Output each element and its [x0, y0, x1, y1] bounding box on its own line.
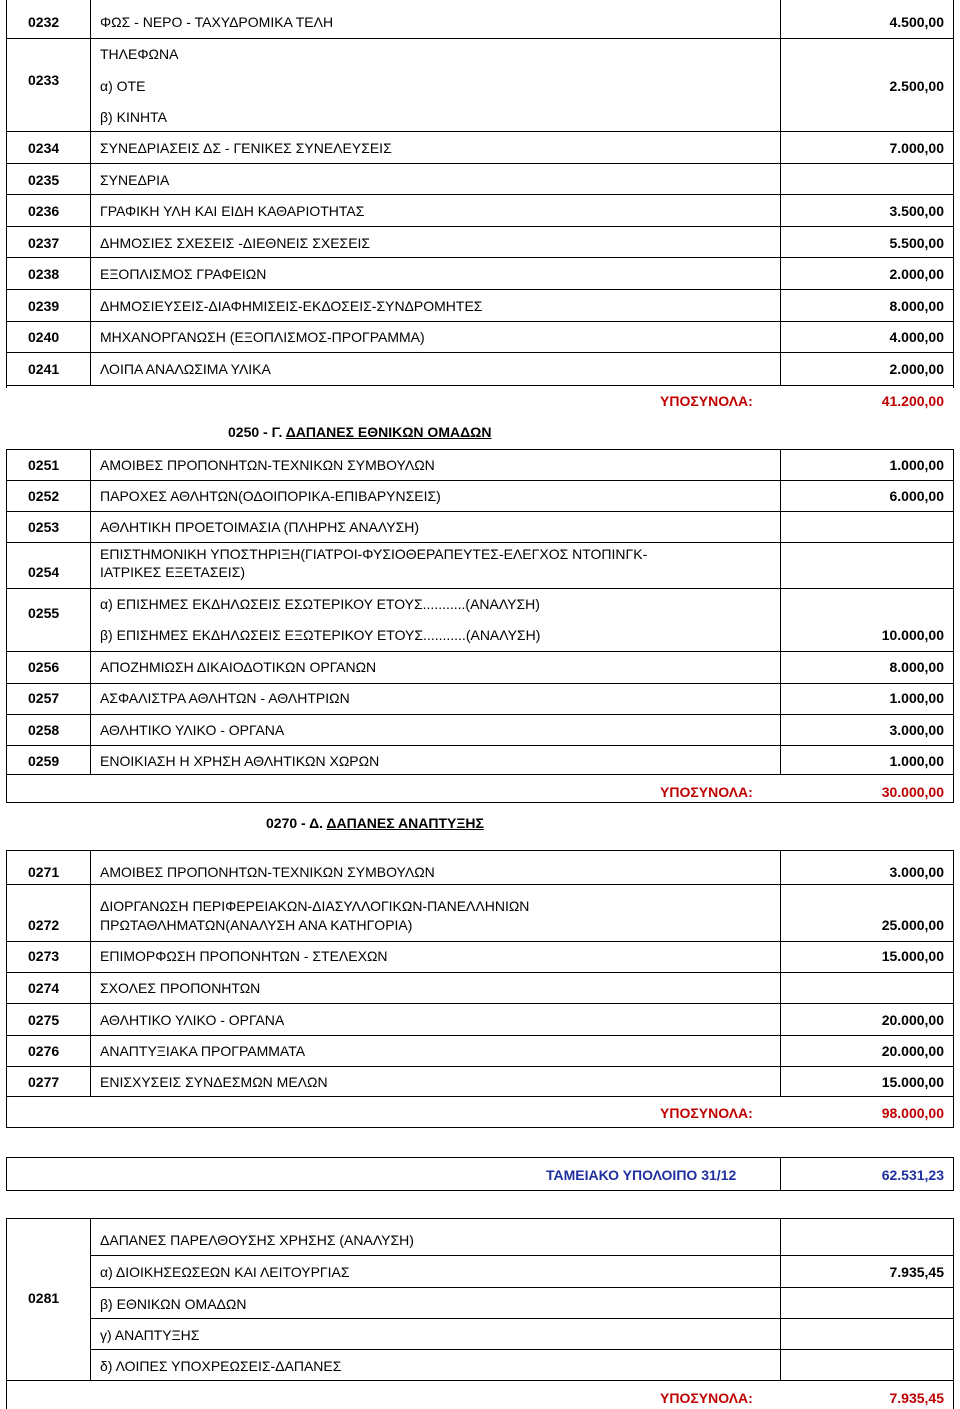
column-divider — [90, 850, 91, 1096]
row-description: ΕΞΟΠΛΙΣΜΟΣ ΓΡΑΦΕΙΩΝ — [100, 266, 267, 282]
column-divider — [90, 0, 91, 385]
row-line — [6, 257, 954, 258]
row-code: 0257 — [28, 690, 60, 706]
row-line — [6, 38, 954, 39]
row-line — [6, 651, 954, 652]
row-line — [6, 802, 954, 803]
subtotal-label: ΥΠΟΣΥΝΟΛΑ: — [660, 393, 753, 409]
row-description: ΣΧΟΛΕΣ ΠΡΟΠΟΝΗΤΩΝ — [100, 980, 261, 996]
row-amount: 8.000,00 — [889, 298, 944, 314]
row-subitem: α) ΕΠΙΣΗΜΕΣ ΕΚΔΗΛΩΣΕΙΣ ΕΣΩΤΕΡΙΚΟΥ ΕΤΟΥΣ...........(ΑΝΑΛΥΣΗ) — [100, 596, 540, 612]
row-code: 0259 — [28, 753, 60, 769]
table-border-right — [953, 449, 954, 803]
row-line — [6, 1066, 954, 1067]
row-line — [6, 884, 954, 885]
row-amount: 15.000,00 — [881, 948, 944, 964]
row-description: ΔΑΠΑΝΕΣ ΠΑΡΕΛΘΟΥΣΗΣ ΧΡΗΣΗΣ (ΑΝΑΛΥΣΗ) — [100, 1232, 414, 1248]
row-line — [6, 1035, 954, 1036]
balance-label: ΤΑΜΕΙΑΚΟ ΥΠΟΛΟΙΠΟ 31/12 — [546, 1167, 737, 1183]
row-code: 0273 — [28, 948, 60, 964]
row-amount: 3.000,00 — [889, 722, 944, 738]
row-description: ΑΘΛΗΤΙΚΟ ΥΛΙΚΟ - ΟΡΓΑΝΑ — [100, 722, 285, 738]
row-code: 0237 — [28, 235, 60, 251]
row-line — [90, 1318, 954, 1319]
section-title — [266, 815, 484, 831]
row-description: ΙΑΤΡΙΚΕΣ ΕΞΕΤΑΣΕΙΣ) — [100, 564, 246, 580]
row-amount: 1.000,00 — [889, 457, 944, 473]
row-subitem: δ) ΛΟΙΠΕΣ ΥΠΟΧΡΕΩΣΕΙΣ-ΔΑΠΑΝΕΣ — [100, 1358, 342, 1374]
subtotal-label: ΥΠΟΣΥΝΟΛΑ: — [660, 1105, 753, 1121]
table-border-left — [6, 850, 7, 1128]
row-line — [6, 714, 954, 715]
row-code: 0232 — [28, 14, 60, 30]
section-name: ΔΑΠΑΝΕΣ ΑΝΑΠΤΥΞΗΣ — [326, 815, 484, 831]
row-description: ΑΠΟΖΗΜΙΩΣΗ ΔΙΚΑΙΟΔΟΤΙΚΩΝ ΟΡΓΑΝΩΝ — [100, 659, 377, 675]
row-line — [6, 511, 954, 512]
row-description: ΑΘΛΗΤΙΚΗ ΠΡΟΕΤΟΙΜΑΣΙΑ (ΠΛΗΡΗΣ ΑΝΑΛΥΣΗ) — [100, 519, 419, 535]
row-line — [6, 321, 954, 322]
row-description: ΓΡΑΦΙΚΗ ΥΛΗ ΚΑΙ ΕΙΔΗ ΚΑΘΑΡΙΟΤΗΤΑΣ — [100, 203, 365, 219]
column-divider — [780, 449, 781, 774]
subtotal-amount: 30.000,00 — [881, 784, 944, 800]
section-code: 0270 - Δ. — [266, 815, 324, 831]
column-divider — [90, 449, 91, 774]
row-line — [6, 683, 954, 684]
row-line — [6, 1003, 954, 1004]
row-code: 0251 — [28, 457, 60, 473]
row-line — [90, 1255, 954, 1256]
row-description: ΑΣΦΑΛΙΣΤΡΑ ΑΘΛΗΤΩΝ - ΑΘΛΗΤΡΙΩΝ — [100, 690, 350, 706]
row-description: ΔΙΟΡΓΑΝΩΣΗ ΠΕΡΙΦΕΡΕΙΑΚΩΝ-ΔΙΑΣΥΛΛΟΓΙΚΩΝ-ΠΑΝΕΛΛΗΝΙΩΝ — [100, 898, 530, 914]
row-code: 0275 — [28, 1012, 60, 1028]
row-description: ΣΥΝΕΔΡΙΑ — [100, 172, 170, 188]
row-line — [6, 449, 954, 450]
row-line — [6, 588, 954, 589]
row-line — [6, 774, 954, 775]
row-amount: 2.000,00 — [889, 266, 944, 282]
row-line — [6, 1218, 954, 1219]
row-subitem: α) ΟΤΕ — [100, 78, 146, 94]
table-border-left — [6, 449, 7, 803]
table-border-right — [953, 850, 954, 1128]
row-amount: 20.000,00 — [881, 1043, 944, 1059]
row-amount: 8.000,00 — [889, 659, 944, 675]
row-description: ΔΗΜΟΣΙΕΥΣΕΙΣ-ΔΙΑΦΗΜΙΣΕΙΣ-ΕΚΔΟΣΕΙΣ-ΣΥΝΔΡΟΜΗΤΕΣ — [100, 298, 483, 314]
row-code: 0254 — [28, 564, 60, 580]
row-code: 0277 — [28, 1074, 60, 1090]
row-description: ΕΠΙΣΤΗΜΟΝΙΚΗ ΥΠΟΣΤΗΡΙΞΗ(ΓΙΑΤΡΟΙ-ΦΥΣΙΟΘΕΡΑΠΕΥΤΕΣ-ΕΛΕΓΧΟΣ ΝΤΟΠΙΝΓΚ- — [100, 546, 648, 562]
row-code: 0258 — [28, 722, 60, 738]
row-amount: 2.500,00 — [889, 78, 944, 94]
column-divider — [780, 850, 781, 1096]
row-amount: 20.000,00 — [881, 1012, 944, 1028]
row-line — [6, 1157, 954, 1158]
row-amount: 10.000,00 — [881, 627, 944, 643]
row-code: 0234 — [28, 140, 60, 156]
row-amount: 15.000,00 — [881, 1074, 944, 1090]
row-code: 0255 — [28, 605, 60, 621]
row-description: ΣΥΝΕΔΡΙΑΣΕΙΣ ΔΣ - ΓΕΝΙΚΕΣ ΣΥΝΕΛΕΥΣΕΙΣ — [100, 140, 392, 156]
row-description: ΑΜΟΙΒΕΣ ΠΡΟΠΟΝΗΤΩΝ-ΤΕΧΝΙΚΩΝ ΣΥΜΒΟΥΛΩΝ — [100, 864, 435, 880]
row-line — [6, 850, 954, 851]
row-amount: 4.500,00 — [889, 14, 944, 30]
balance-amount: 62.531,23 — [881, 1167, 944, 1183]
row-amount: 3.000,00 — [889, 864, 944, 880]
table-border-left — [6, 1157, 7, 1191]
row-line — [6, 194, 954, 195]
row-subitem: β) ΚΙΝΗΤΑ — [100, 109, 167, 125]
row-description: ΦΩΣ - ΝΕΡΟ - ΤΑΧΥΔΡΟΜΙΚΑ ΤΕΛΗ — [100, 14, 334, 30]
row-amount: 4.000,00 — [889, 329, 944, 345]
row-code: 0240 — [28, 329, 60, 345]
table-border-right — [953, 1157, 954, 1191]
row-line — [6, 352, 954, 353]
row-code: 0235 — [28, 172, 60, 188]
row-description: ΔΗΜΟΣΙΕΣ ΣΧΕΣΕΙΣ -ΔΙΕΘΝΕΙΣ ΣΧΕΣΕΙΣ — [100, 235, 371, 251]
column-divider — [90, 1218, 91, 1380]
row-amount: 25.000,00 — [881, 917, 944, 933]
row-line — [6, 1127, 954, 1128]
row-line — [6, 480, 954, 481]
row-amount: 5.500,00 — [889, 235, 944, 251]
row-code: 0274 — [28, 980, 60, 996]
row-description: ΑΝΑΠΤΥΞΙΑΚΑ ΠΡΟΓΡΑΜΜΑΤΑ — [100, 1043, 306, 1059]
row-code: 0233 — [28, 72, 60, 88]
column-divider — [780, 0, 781, 385]
row-code: 0238 — [28, 266, 60, 282]
row-line — [6, 385, 954, 386]
row-code: 0253 — [28, 519, 60, 535]
row-code: 0281 — [28, 1290, 60, 1306]
row-description: ΤΗΛΕΦΩΝΑ — [100, 46, 179, 62]
row-description: ΛΟΙΠΑ ΑΝΑΛΩΣΙΜΑ ΥΛΙΚΑ — [100, 361, 271, 377]
row-line — [6, 131, 954, 132]
section-name: ΔΑΠΑΝΕΣ ΕΘΝΙΚΩΝ ΟΜΑΔΩΝ — [285, 424, 492, 440]
row-subitem: β) ΕΘΝΙΚΩΝ ΟΜΑΔΩΝ — [100, 1296, 247, 1312]
column-divider — [780, 1218, 781, 1380]
column-divider — [780, 1157, 781, 1191]
row-line — [90, 1349, 954, 1350]
row-code: 0236 — [28, 203, 60, 219]
row-code: 0252 — [28, 488, 60, 504]
subtotal-amount: 98.000,00 — [881, 1105, 944, 1121]
row-code: 0239 — [28, 298, 60, 314]
section-code: 0250 - Γ. — [228, 424, 283, 440]
row-description: ΑΜΟΙΒΕΣ ΠΡΟΠΟΝΗΤΩΝ-ΤΕΧΝΙΚΩΝ ΣΥΜΒΟΥΛΩΝ — [100, 457, 435, 473]
row-code: 0256 — [28, 659, 60, 675]
row-amount: 3.500,00 — [889, 203, 944, 219]
row-line — [6, 1380, 954, 1381]
row-line — [6, 972, 954, 973]
row-description: ΕΝΙΣΧΥΣΕΙΣ ΣΥΝΔΕΣΜΩΝ ΜΕΛΩΝ — [100, 1074, 328, 1090]
row-line — [6, 1190, 954, 1191]
row-description: ΕΝΟΙΚΙΑΣΗ Η ΧΡΗΣΗ ΑΘΛΗΤΙΚΩΝ ΧΩΡΩΝ — [100, 753, 380, 769]
row-line — [6, 289, 954, 290]
row-line — [6, 163, 954, 164]
row-line — [6, 941, 954, 942]
subtotal-amount: 7.935,45 — [889, 1390, 944, 1406]
row-line — [6, 542, 954, 543]
row-description: ΑΘΛΗΤΙΚΟ ΥΛΙΚΟ - ΟΡΓΑΝΑ — [100, 1012, 285, 1028]
subtotal-label: ΥΠΟΣΥΝΟΛΑ: — [660, 1390, 753, 1406]
subtotal-amount: 41.200,00 — [881, 393, 944, 409]
row-amount: 7.935,45 — [889, 1264, 944, 1280]
row-amount: 2.000,00 — [889, 361, 944, 377]
row-code: 0241 — [28, 361, 60, 377]
subtotal-label: ΥΠΟΣΥΝΟΛΑ: — [660, 784, 753, 800]
row-line — [6, 745, 954, 746]
row-amount: 7.000,00 — [889, 140, 944, 156]
row-amount: 6.000,00 — [889, 488, 944, 504]
row-line — [6, 1096, 954, 1097]
row-subitem: α) ΔΙΟΙΚΗΣΕΩΣΕΩΝ ΚΑΙ ΛΕΙΤΟΥΡΓΙΑΣ — [100, 1264, 350, 1280]
row-description: ΠΡΩΤΑΘΛΗΜΑΤΩΝ(ΑΝΑΛΥΣΗ ΑΝΑ ΚΑΤΗΓΟΡΙΑ) — [100, 917, 413, 933]
row-subitem: β) ΕΠΙΣΗΜΕΣ ΕΚΔΗΛΩΣΕΙΣ ΕΞΩΤΕΡΙΚΟΥ ΕΤΟΥΣ...........(ΑΝΑΛΥΣΗ) — [100, 627, 541, 643]
row-line — [6, 226, 954, 227]
row-line — [90, 1287, 954, 1288]
row-description: ΕΠΙΜΟΡΦΩΣΗ ΠΡΟΠΟΝΗΤΩΝ - ΣΤΕΛΕΧΩΝ — [100, 948, 388, 964]
row-description: ΠΑΡΟΧΕΣ ΑΘΛΗΤΩΝ(ΟΔΟΙΠΟΡΙΚΑ-ΕΠΙΒΑΡΥΝΣΕΙΣ) — [100, 488, 441, 504]
row-description: ΜΗΧΑΝΟΡΓΑΝΩΣΗ (ΕΞΟΠΛΙΣΜΟΣ-ΠΡΟΓΡΑΜΜΑ) — [100, 329, 425, 345]
row-code: 0276 — [28, 1043, 60, 1059]
row-amount: 1.000,00 — [889, 690, 944, 706]
row-code: 0271 — [28, 864, 60, 880]
row-amount: 1.000,00 — [889, 753, 944, 769]
row-subitem: γ) ΑΝΑΠΤΥΞΗΣ — [100, 1327, 200, 1343]
row-code: 0272 — [28, 917, 60, 933]
section-title — [228, 424, 492, 440]
